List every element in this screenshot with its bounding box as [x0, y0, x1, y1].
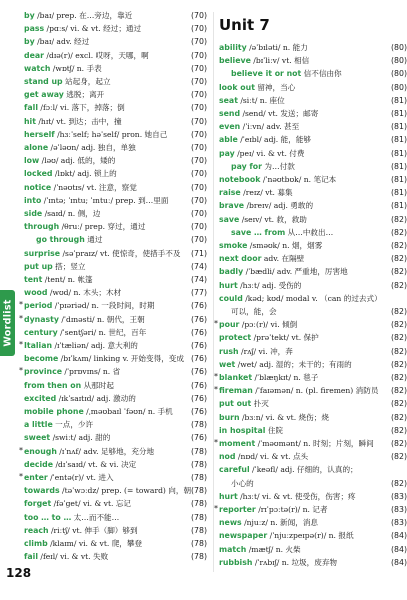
definition: /ˈnəʊtɪs/ vt. 注意，察觉 [51, 182, 137, 192]
headword: moment [219, 439, 256, 448]
headword: brave [219, 201, 245, 211]
page-reference: (70) [190, 235, 207, 245]
headword: nod [219, 452, 236, 462]
definition: /ˈeɪbl/ adj. 能，能够 [237, 135, 312, 145]
page-reference: (70) [190, 182, 207, 192]
definition: /ˈɪntə; ˈɪntu; ˈɪntuː/ prep. 到…里面 [41, 195, 169, 205]
definition: /ˈməʊmənt/ n. 时刻；片刻，瞬间 [255, 439, 374, 448]
key-word-star-icon: * [214, 372, 218, 381]
headword: reporter [219, 505, 256, 514]
headword: century [24, 327, 58, 337]
headword: become [24, 354, 59, 364]
definition: /nɒd/ vi. & vt. 点头 [235, 452, 309, 462]
page-reference: (80) [390, 82, 407, 92]
headword: locked [24, 169, 53, 179]
key-word-star-icon: * [19, 300, 23, 310]
headword: hurt [219, 280, 238, 290]
definition: /ˈblæŋkɪt/ n. 毯子 [252, 373, 319, 382]
definition: /ˈsentʃəri/ n. 世纪，百年 [57, 327, 147, 337]
page-reference: (70) [190, 11, 207, 20]
wordlist-side-tab [0, 290, 15, 356]
headword: rubbish [219, 557, 253, 567]
headword: match [219, 544, 247, 554]
page-reference: (82) [390, 320, 407, 330]
headword: fireman [219, 386, 253, 396]
headword: in hospital [219, 425, 266, 435]
definition: /rʌʃ/ vi. 冲，奔 [238, 346, 293, 356]
definition: /pɔː(r)/ vi. 倾倒 [239, 320, 298, 330]
definition: /ˈentə(r)/ vt. 进入 [47, 473, 114, 482]
definition: /ˈpɪəriəd/ n. 一段时间，时期 [52, 301, 155, 311]
page-reference: (70) [190, 156, 207, 166]
definition: /ˈrʌbɪʃ/ n. 垃圾，废弃物 [252, 557, 338, 567]
headword: by [24, 37, 35, 47]
key-word-star-icon: * [214, 319, 218, 329]
page-reference: (83) [390, 518, 407, 528]
definition: 通过 [84, 235, 103, 245]
definition: /ˈiːvn/ adv. 甚至 [240, 122, 300, 132]
definition: /bɪˈkʌm/ linking v. 开始变得，变成 [58, 354, 184, 364]
headword: wet [219, 359, 236, 369]
definition: 搭；竖立 [52, 261, 86, 271]
page-reference: (70) [190, 63, 207, 73]
definition: /baɪ/ prep. 在…旁边，靠近 [34, 11, 133, 20]
headword: fail [24, 552, 38, 562]
page-reference: (82) [390, 439, 407, 448]
headword: look out [219, 82, 255, 92]
page-reference: (82) [390, 227, 407, 237]
unit-heading: Unit 7 [219, 16, 270, 34]
page-reference: (76) [190, 354, 207, 364]
definition: /feɪl/ vi. & vt. 失败 [38, 552, 109, 562]
key-word-star-icon: * [19, 366, 23, 376]
headword: from then on [24, 380, 82, 390]
definition: /fɔːl/ vi. 落下，掉落；倒 [38, 103, 125, 113]
page-reference: (82) [390, 280, 407, 290]
definition: /siːt/ n. 座位 [237, 95, 285, 105]
headword: dynasty [24, 314, 59, 324]
definition: /əˈbɪləti/ n. 能力 [246, 43, 308, 52]
definition: /njuːz/ n. 新闻，消息 [241, 518, 319, 528]
page-reference: (76) [190, 393, 207, 403]
definition: /hɜːt/ vi. & vt. 使受伤，伤害；疼 [237, 491, 356, 501]
page-reference: (70) [190, 24, 207, 34]
definition: /reɪz/ vt. 募集 [240, 188, 293, 198]
page-reference: (81) [390, 175, 407, 184]
definition: /ˈkeəfl/ adj. 仔细的，认真的； [249, 465, 358, 475]
headword: ability [219, 43, 247, 52]
page-reference: (76) [190, 327, 207, 337]
page-reference: (82) [390, 373, 407, 382]
headword: too … to … [24, 512, 72, 522]
page-reference: (70) [190, 209, 207, 218]
definition: /hɜːˈself; həˈself/ pron. 她自己 [54, 129, 168, 139]
headword: enough [24, 446, 57, 456]
definition: /kəd; kʊd/ modal v. （can 的过去式） [242, 293, 382, 303]
key-word-star-icon: * [214, 385, 218, 395]
definition: /swiːt/ adj. 甜的 [50, 433, 111, 443]
definition: /rɪˈpɔːtə(r)/ n. 记者 [255, 505, 328, 514]
definition: 一点，少许 [52, 420, 94, 430]
headword: forget [24, 499, 52, 509]
headword: a little [24, 420, 53, 430]
headword: next door [219, 254, 262, 264]
page-reference: (83) [390, 505, 407, 514]
page-reference: (81) [390, 201, 407, 211]
headword: get away [24, 90, 64, 100]
page-reference: (70) [190, 129, 207, 139]
headword: badly [219, 267, 244, 277]
page-reference: (80) [390, 43, 407, 52]
page-reference: (77) [190, 288, 207, 298]
definition: /səˈpraɪz/ vt. 使惊奇，使措手不及 [60, 248, 181, 258]
page-reference: (82) [390, 412, 407, 422]
page-reference: (76) [190, 380, 207, 390]
definition: 为…付款 [262, 161, 295, 171]
headword: low [24, 156, 40, 166]
definition: /klaɪm/ vi. & vt. 爬，攀登 [47, 539, 143, 548]
page-reference: (70) [190, 169, 207, 179]
definition: adv. 在隔壁 [261, 254, 305, 264]
headword: tent [24, 275, 43, 284]
definition: 小心的 [231, 478, 254, 488]
definition: /ɪkˈsaɪtɪd/ adj. 激动的 [56, 393, 136, 403]
headword: hurt [219, 491, 238, 501]
page-reference: (82) [390, 346, 407, 356]
page-reference: (82) [390, 307, 407, 316]
definition: /ˈdɪnəsti/ n. 朝代，王朝 [58, 314, 145, 324]
headword: reach [24, 525, 49, 535]
definition: /ɪˈnʌf/ adv. 足够地，充分地 [56, 446, 155, 456]
headword: raise [219, 188, 241, 198]
definition: /tent/ n. 帐篷 [42, 275, 93, 284]
headword: could [219, 293, 243, 303]
definition: /ˌməʊbaɪl ˈfəʊn/ n. 手机 [83, 407, 173, 416]
key-word-star-icon: * [214, 438, 218, 447]
definition: /baɪ/ adv. 经过 [34, 37, 90, 47]
page-reference: (71) [190, 248, 207, 258]
page-reference: (81) [390, 122, 407, 132]
headword: fall [24, 103, 38, 113]
headword: save … from [231, 227, 286, 237]
page-reference: (82) [390, 241, 407, 250]
headword: burn [219, 412, 240, 422]
column-divider [213, 12, 214, 572]
headword: pay for [231, 161, 262, 171]
page-reference: (76) [190, 367, 207, 377]
headword: careful [219, 465, 250, 475]
definition: 可以，能，会 [231, 307, 277, 316]
page-reference: (82) [390, 386, 407, 396]
headword: pour [219, 320, 240, 330]
page-reference: (70) [190, 37, 207, 47]
page-reference: (74) [190, 261, 207, 271]
page-reference: (80) [390, 56, 407, 66]
page-reference: (78) [190, 486, 207, 496]
definition: /mætʃ/ n. 火柴 [246, 544, 301, 554]
page-reference: (78) [190, 512, 207, 522]
definition: /ɪˈtæliən/ adj. 意大利的 [52, 341, 138, 350]
headword: side [24, 209, 43, 218]
definition: 信不信由你 [301, 69, 342, 79]
definition: /pɑːs/ vi. & vt. 经过；通过 [44, 24, 142, 34]
headword: blanket [219, 373, 253, 382]
definition: /wʊd/ n. 木头；木材 [47, 288, 122, 298]
headword: surprise [24, 248, 61, 258]
definition: /dɪˈsaɪd/ vt. & vi. 决定 [53, 459, 137, 469]
headword: put up [24, 261, 53, 271]
definition: /breɪv/ adj. 勇敢的 [244, 201, 314, 211]
page-reference: (81) [390, 161, 407, 171]
headword: notice [24, 182, 52, 192]
headword: save [219, 214, 240, 224]
headword: able [219, 135, 238, 145]
headword: province [24, 367, 62, 377]
headword: notebook [219, 175, 261, 184]
page-reference: (78) [190, 525, 207, 535]
headword: decide [24, 459, 54, 469]
page-reference: (78) [190, 552, 207, 562]
headword: hit [24, 116, 36, 126]
definition: /wet/ adj. 湿的；未干的；有雨的 [235, 359, 352, 369]
definition: /ˈnəʊtbʊk/ n. 笔记本 [260, 175, 337, 184]
page-reference: (76) [190, 407, 207, 416]
headword: go through [36, 235, 85, 245]
headword: smoke [219, 241, 248, 250]
definition: /dɪə(r)/ excl. 哎呀，天哪，啊 [43, 50, 149, 60]
page-reference: (78) [190, 420, 207, 430]
key-word-star-icon: * [19, 340, 23, 349]
page-reference: (70) [190, 77, 207, 86]
headword: towards [24, 486, 60, 496]
definition: 从…中救出… [285, 227, 334, 237]
definition: 留神，当心 [254, 82, 296, 92]
headword: wood [24, 288, 48, 298]
page-reference: (84) [390, 531, 407, 541]
definition: /fəˈget/ vi. & vt. 忘记 [51, 499, 132, 509]
headword: through [24, 222, 60, 232]
page-reference: (78) [190, 459, 207, 469]
page-reference: (74) [190, 275, 207, 284]
definition: /seɪv/ vt. 救，救助 [239, 214, 307, 224]
page-reference: (76) [190, 433, 207, 443]
definition: /hɜːt/ adj. 受伤的 [237, 280, 302, 290]
page-reference: (82) [390, 333, 407, 343]
page-reference: (70) [190, 195, 207, 205]
headword: watch [24, 63, 51, 73]
definition: /ləʊ/ adj. 低的，矮的 [39, 156, 116, 166]
definition: /θruː/ prep. 穿过，通过 [59, 222, 146, 232]
headword: even [219, 122, 241, 132]
headword: stand up [24, 77, 63, 86]
definition: /hɪt/ vt. 到达；击中，撞 [35, 116, 122, 126]
definition: /ˈbædli/ adv. 严重地，厉害地 [243, 267, 348, 277]
definition: /saɪd/ n. 侧，边 [42, 209, 101, 218]
definition: 扑灭 [251, 399, 269, 409]
headword: alone [24, 143, 49, 152]
page-reference: (78) [190, 473, 207, 482]
key-word-star-icon: * [19, 472, 23, 481]
wordlist-entry [24, 549, 207, 565]
side-tab-label: Wordlist [2, 299, 13, 347]
page-reference: (82) [390, 425, 407, 435]
headword: Italian [24, 341, 53, 350]
page-reference: (70) [190, 103, 207, 113]
definition: /lɒkt/ adj. 锁上的 [52, 169, 117, 179]
page-reference: (78) [190, 446, 207, 456]
definition: 太…而不能… [71, 512, 120, 522]
page-reference: (80) [390, 69, 407, 79]
headword: believe it or not [231, 69, 302, 79]
definition: /təˈwɔːdz/ prep. (= toward) 向，朝 [59, 486, 192, 496]
page-reference: (81) [390, 135, 407, 145]
page-reference: (70) [190, 222, 207, 232]
page-reference: (78) [190, 539, 207, 548]
headword: pay [219, 148, 235, 158]
headword: excited [24, 393, 57, 403]
page-reference: (82) [390, 399, 407, 409]
definition: /ˈfaɪəmən/ n. (pl. firemen) 消防员 [252, 386, 379, 396]
page-reference: (81) [390, 188, 407, 198]
headword: enter [24, 473, 48, 482]
page-reference: (84) [390, 544, 407, 554]
definition: /wɒtʃ/ n. 手表 [50, 63, 102, 73]
page-reference: (82) [390, 478, 407, 488]
page-number: 128 [6, 566, 32, 580]
page-reference: (78) [190, 499, 207, 509]
headword: send [219, 109, 241, 118]
headword: rush [219, 346, 239, 356]
definition: /ˈnjuːzpeɪpə(r)/ n. 报纸 [267, 531, 354, 541]
page-reference: (82) [390, 267, 407, 277]
definition: /əˈləʊn/ adj. 独自，单独 [48, 143, 136, 152]
headword: seat [219, 95, 238, 105]
page-reference: (84) [390, 557, 407, 567]
headword: pass [24, 24, 45, 34]
headword: believe [219, 56, 251, 66]
page-reference: (81) [390, 95, 407, 105]
headword: period [24, 301, 53, 311]
headword: climb [24, 539, 48, 548]
headword: put out [219, 399, 252, 409]
definition: 逃脱；离开 [63, 90, 105, 100]
definition: /riːtʃ/ vt. 伸手（脚）够到 [48, 525, 138, 535]
definition: /peɪ/ vi. & vt. 付费 [234, 148, 305, 158]
headword: by [24, 11, 35, 20]
key-word-star-icon: * [19, 445, 23, 455]
headword: into [24, 195, 42, 205]
page-reference: (81) [390, 109, 407, 118]
headword: newspaper [219, 531, 268, 541]
page-reference: (82) [390, 254, 407, 264]
headword: news [219, 518, 242, 528]
definition: /send/ vt. 发送；邮寄 [240, 109, 319, 118]
page-reference: (70) [190, 90, 207, 100]
key-word-star-icon: * [214, 504, 218, 513]
definition: 站起身，起立 [62, 77, 111, 86]
page-reference: (82) [390, 214, 407, 224]
wordlist-entry [219, 555, 407, 571]
page-reference: (82) [390, 452, 407, 462]
key-word-star-icon: * [19, 313, 23, 323]
headword: dear [24, 50, 44, 60]
definition: /ˈprɒvɪns/ n. 省 [62, 367, 121, 377]
definition: 住院 [265, 425, 284, 435]
page-reference: (83) [390, 491, 407, 501]
page-reference: (70) [190, 116, 207, 126]
page-reference: (76) [190, 341, 207, 350]
page-reference: (70) [190, 143, 207, 152]
page-reference: (81) [390, 148, 407, 158]
definition: /bɪˈliːv/ vt. 相信 [250, 56, 310, 66]
definition: /bɜːn/ vi. & vt. 烧伤；烧 [239, 412, 329, 422]
definition: 从那时起 [81, 380, 114, 390]
page-reference: (82) [390, 359, 407, 369]
headword: sweet [24, 433, 51, 443]
definition: /sməʊk/ n. 烟，烟雾 [247, 241, 323, 250]
headword: mobile phone [24, 407, 84, 416]
headword: herself [24, 129, 55, 139]
page-reference: (76) [190, 314, 207, 324]
page-reference: (76) [190, 301, 207, 311]
definition: /prəˈtekt/ vt. 保护 [251, 333, 319, 343]
headword: protect [219, 333, 252, 343]
page-reference: (70) [190, 50, 207, 60]
